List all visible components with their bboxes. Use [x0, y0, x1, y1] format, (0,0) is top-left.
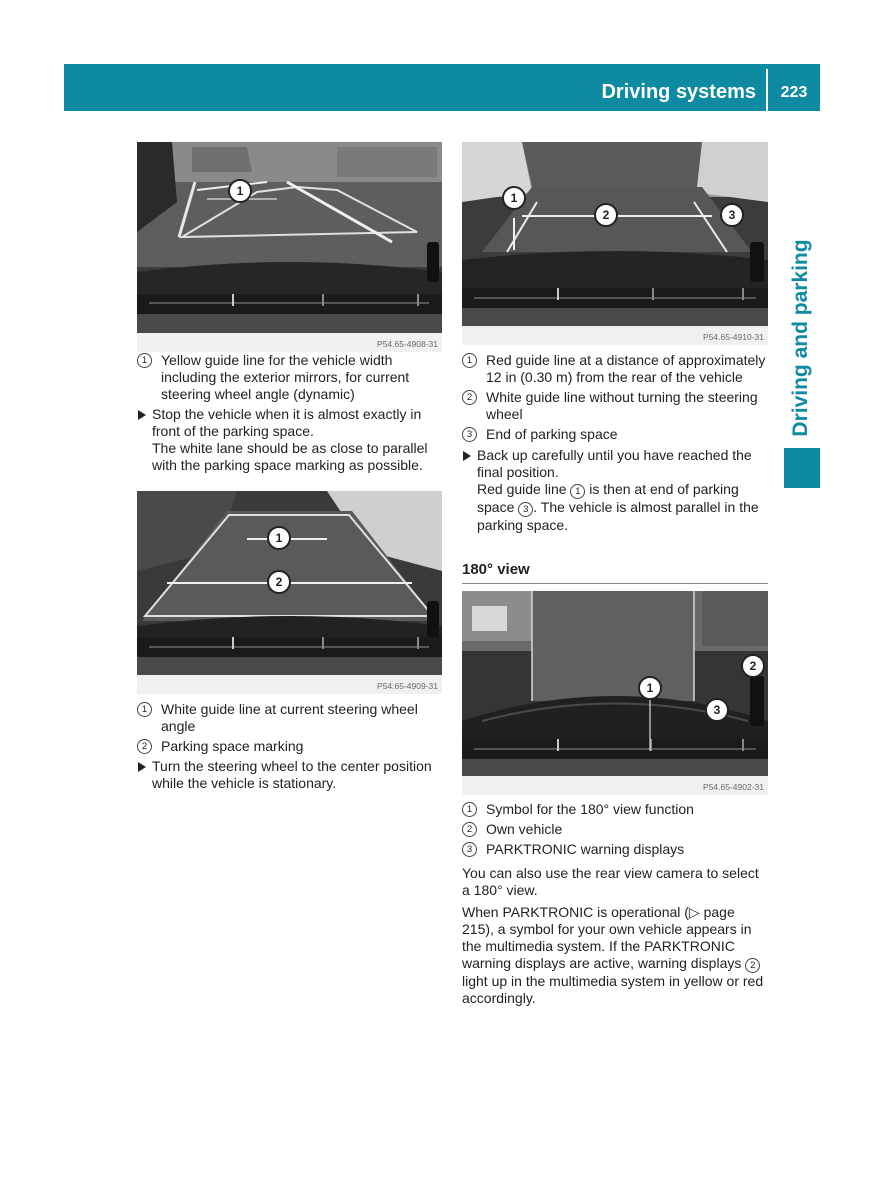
legend-item	[462, 821, 770, 838]
camera-figure-2	[137, 491, 442, 694]
chapter-side-label: Driving and parking	[789, 239, 812, 437]
item-text: Own vehicle	[486, 821, 563, 837]
legend-item	[462, 389, 770, 423]
figure-caption-strip	[137, 333, 442, 352]
callout-label: 1	[275, 531, 283, 545]
figure-caption-strip	[462, 776, 768, 795]
legend-item	[137, 738, 442, 755]
step-result: The white lane should be as close to parallel with the parking space marking as possible.	[152, 440, 428, 473]
callout-label: 1	[236, 184, 244, 198]
figure-code: P54.65-4909-31	[377, 681, 438, 691]
page-number: 223	[780, 84, 808, 101]
step-arrow-icon	[463, 451, 471, 461]
camera-figure-1	[137, 142, 442, 352]
step-text: Stop the vehicle when it is almost exactly in front of the parking space.	[152, 406, 422, 439]
item-text: PARKTRONIC warning displays	[486, 841, 685, 857]
result-text: is then at end of parking space	[477, 481, 739, 515]
camera-figure-3	[462, 142, 768, 345]
item-number: 1	[462, 353, 477, 368]
legend-item	[462, 841, 770, 858]
item-number: 2	[462, 822, 477, 837]
step-text: Back up carefully until you have reached the final position.	[477, 447, 752, 480]
legend-item	[462, 801, 770, 818]
item-number: 3	[462, 427, 477, 442]
paragraph-text: When PARKTRONIC is operational (▷ page 215), a symbol for your own vehicle appears in the multimedia system. If the PARKTRONIC warning displays are active, warning displays	[462, 904, 752, 971]
camera-image	[137, 491, 442, 675]
callout-label: 2	[275, 575, 283, 589]
figure-code: P54.65-4910-31	[703, 332, 764, 342]
paragraph-text: light up in the multimedia system in yellow or red accordingly.	[462, 973, 764, 1006]
figure-code: P54.65-4908-31	[377, 339, 438, 349]
figure-code: P54.65-4902-31	[703, 782, 764, 792]
section-heading: 180° view	[462, 561, 768, 584]
item-text: End of parking space	[486, 426, 618, 442]
callout-label: 2	[602, 208, 610, 222]
step-text: Turn the steering wheel to the center position while the vehicle is stationary.	[152, 758, 432, 791]
item-text: White guide line at current steering wheel angle	[161, 701, 418, 734]
step-result	[477, 481, 770, 534]
legend-item	[137, 701, 442, 735]
right-text-block-1	[462, 352, 770, 537]
chapter-tab-marker	[784, 448, 820, 488]
item-text: Yellow guide line for the vehicle width including the exterior mirrors, for current steering wheel angle (dynamic)	[161, 352, 410, 402]
legend-item	[462, 352, 770, 386]
inline-number: 1	[570, 484, 585, 499]
item-text: Red guide line at a distance of approximately 12 in (0.30 m) from the rear of the vehicle	[486, 352, 766, 385]
instruction-step	[137, 406, 442, 474]
callout-label: 1	[646, 681, 654, 695]
callout-label: 1	[510, 191, 518, 205]
body-paragraph	[462, 904, 770, 1007]
camera-image	[462, 142, 768, 326]
inline-number: 3	[518, 502, 533, 517]
instruction-step	[137, 758, 442, 792]
section-title: Driving systems	[601, 81, 756, 103]
item-number: 1	[462, 802, 477, 817]
figure-caption-strip	[137, 675, 442, 694]
camera-figure-4	[462, 591, 768, 795]
item-number: 1	[137, 702, 152, 717]
camera-image	[137, 142, 442, 333]
legend-item	[462, 426, 770, 443]
result-text: Red guide line	[477, 481, 567, 497]
left-text-block-1	[137, 352, 442, 477]
item-number: 3	[462, 842, 477, 857]
item-text: Parking space marking	[161, 738, 304, 754]
camera-image	[462, 591, 768, 776]
callout-label: 3	[713, 703, 721, 717]
legend-item	[137, 352, 442, 403]
left-text-block-2	[137, 701, 442, 795]
item-text: White guide line without turning the steering wheel	[486, 389, 758, 422]
item-text: Symbol for the 180° view function	[486, 801, 694, 817]
inline-number: 2	[745, 958, 760, 973]
instruction-step	[462, 447, 770, 534]
figure-caption-strip	[462, 326, 768, 345]
item-number: 1	[137, 353, 152, 368]
callout-label: 2	[749, 659, 757, 673]
right-text-block-2	[462, 801, 770, 1012]
callout-label: 3	[728, 208, 736, 222]
page-header	[64, 64, 820, 111]
body-paragraph: You can also use the rear view camera to select a 180° view.	[462, 865, 759, 898]
item-number: 2	[462, 390, 477, 405]
step-arrow-icon	[138, 410, 146, 420]
step-arrow-icon	[138, 762, 146, 772]
result-text: . The vehicle is almost parallel in the parking space.	[477, 499, 759, 533]
item-number: 2	[137, 739, 152, 754]
